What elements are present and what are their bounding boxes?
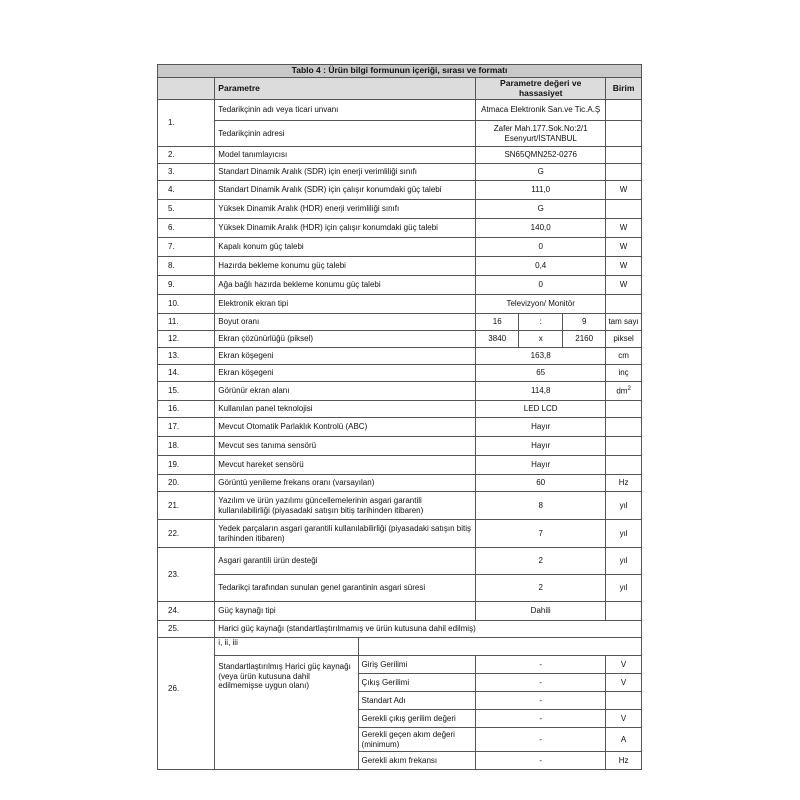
row-label: Standart Dinamik Aralık (SDR) için enerji verimliliği sınıfı <box>215 164 476 181</box>
table-row <box>158 348 642 365</box>
sub-unit: Hz <box>606 752 642 770</box>
sub-value: - <box>476 656 606 674</box>
table-row <box>158 656 642 674</box>
sub-label: Gerekli akım frekansı <box>358 752 476 770</box>
row-number: 16. <box>158 401 215 418</box>
sub-value: - <box>476 752 606 770</box>
table-row <box>158 602 642 621</box>
row-number: 4. <box>158 181 215 200</box>
row-number: 23. <box>158 548 215 602</box>
row-label: Yazılım ve ürün yazılımı güncellemelerinin asgari garantili kullanılabilirliği (piyasadaki satışın bitiş tarihinden itibaren) <box>215 492 476 520</box>
row-unit <box>606 295 642 314</box>
row-label: Yüksek Dinamik Aralık (HDR) enerji verimliliği sınıfı <box>215 200 476 219</box>
row-value: 7 <box>476 520 606 548</box>
sub-value: - <box>476 692 606 710</box>
header-value: Parametre değeri ve hassasiyet <box>476 78 606 100</box>
table-row <box>158 382 642 401</box>
row-value: 111,0 <box>476 181 606 200</box>
row-value: 163,8 <box>476 348 606 365</box>
row-unit: yıl <box>606 492 642 520</box>
row-label: Elektronik ekran tipi <box>215 295 476 314</box>
row-unit <box>606 147 642 164</box>
row-value: 8 <box>476 492 606 520</box>
row-unit <box>606 121 642 147</box>
row-number: 6. <box>158 219 215 238</box>
sub-unit: A <box>606 728 642 752</box>
sub-value: - <box>476 710 606 728</box>
row-label: Görünür ekran alanı <box>215 382 476 401</box>
row-label: Model tanımlayıcısı <box>215 147 476 164</box>
row-unit <box>606 164 642 181</box>
row-value: Hayır <box>476 456 606 475</box>
row-value: G <box>476 164 606 181</box>
sub-unit: V <box>606 656 642 674</box>
row-unit <box>606 382 642 401</box>
row-value: 114,8 <box>476 382 606 401</box>
row-value: Hayır <box>476 418 606 437</box>
sub-label: Gerekli çıkış gerilim değeri <box>358 710 476 728</box>
row-value: Televizyon/ Monitör <box>476 295 606 314</box>
resolution-separator: x <box>519 331 563 348</box>
table-row <box>158 365 642 382</box>
row-unit: inç <box>606 365 642 382</box>
row-number: 14. <box>158 365 215 382</box>
row-value: 0,4 <box>476 257 606 276</box>
sub-unit <box>606 692 642 710</box>
row-label: Ekran köşegeni <box>215 365 476 382</box>
unit-superscript: 2 <box>627 386 631 393</box>
row-value: 140,0 <box>476 219 606 238</box>
row-value: G <box>476 200 606 219</box>
row-value: 65 <box>476 365 606 382</box>
row-number: 21. <box>158 492 215 520</box>
row-unit <box>606 401 642 418</box>
sub-label: Gerekli geçen akım değeri (minimum) <box>358 728 476 752</box>
table-row <box>158 100 642 121</box>
row-label: Hazırda bekleme konumu güç talebi <box>215 257 476 276</box>
row-label: Mevcut hareket sensörü <box>215 456 476 475</box>
table-row <box>158 401 642 418</box>
row-unit <box>606 418 642 437</box>
row-number: 8. <box>158 257 215 276</box>
row-value: Dahili <box>476 602 606 621</box>
row-value: LED LCD <box>476 401 606 418</box>
unit-text: dm <box>616 386 628 396</box>
sub-value: - <box>476 728 606 752</box>
row-label: Tedarikçinin adresi <box>215 121 476 147</box>
row-unit: tam sayı <box>606 314 642 331</box>
row-label: Tedarikçinin adı veya ticari unvanı <box>215 100 476 121</box>
sub-unit: V <box>606 710 642 728</box>
row-label: Kapalı konum güç talebi <box>215 238 476 257</box>
row-label: Kullanılan panel teknolojisi <box>215 401 476 418</box>
row-unit: yıl <box>606 548 642 575</box>
row-label: Ekran çözünürlüğü (piksel) <box>215 331 476 348</box>
table-row <box>158 295 642 314</box>
table-row <box>158 257 642 276</box>
row-number: 15. <box>158 382 215 401</box>
row-unit: piksel <box>606 331 642 348</box>
row-number: 25. <box>158 621 215 638</box>
row-label: Ağa bağlı hazırda bekleme konumu güç talebi <box>215 276 476 295</box>
row-value: 0 <box>476 238 606 257</box>
ratio-width: 16 <box>476 314 519 331</box>
row-value: Hayır <box>476 437 606 456</box>
row-unit <box>606 456 642 475</box>
row-number: 13. <box>158 348 215 365</box>
row-label: Mevcut Otomatik Parlaklık Kontrolü (ABC) <box>215 418 476 437</box>
header-parameter: Parametre <box>215 78 476 100</box>
row-number: 18. <box>158 437 215 456</box>
table-row <box>158 219 642 238</box>
table-row <box>158 520 642 548</box>
header-unit: Birim <box>606 78 642 100</box>
roman-numerals: i, ii, iii <box>215 638 358 656</box>
row-number: 9. <box>158 276 215 295</box>
row-unit <box>606 100 642 121</box>
row-unit <box>606 437 642 456</box>
table-row <box>158 437 642 456</box>
table-row <box>158 418 642 437</box>
row-label: Harici güç kaynağı (standartlaştırılmamış ve ürün kutusuna dahil edilmiş) <box>215 621 642 638</box>
table-row <box>158 238 642 257</box>
resolution-width: 3840 <box>476 331 519 348</box>
row-number: 12. <box>158 331 215 348</box>
blank-cell <box>358 638 641 656</box>
table-row <box>158 621 642 638</box>
table-row <box>158 475 642 492</box>
table-row <box>158 121 642 147</box>
table-row <box>158 200 642 219</box>
row-unit <box>606 200 642 219</box>
row-value: 60 <box>476 475 606 492</box>
row-unit: Hz <box>606 475 642 492</box>
sub-unit: V <box>606 674 642 692</box>
row-number: 2. <box>158 147 215 164</box>
row-label: Güç kaynağı tipi <box>215 602 476 621</box>
table-row <box>158 575 642 602</box>
row-unit: W <box>606 276 642 295</box>
row-value: Atmaca Elektronik San.ve Tic.A.Ş <box>476 100 606 121</box>
row-value: 2 <box>476 548 606 575</box>
row-unit: W <box>606 219 642 238</box>
sub-label: Giriş Gerilimi <box>358 656 476 674</box>
table-row <box>158 456 642 475</box>
sub-label: Çıkış Gerilimi <box>358 674 476 692</box>
row-unit <box>606 602 642 621</box>
row-number: 5. <box>158 200 215 219</box>
row-value: 0 <box>476 276 606 295</box>
row-number: 24. <box>158 602 215 621</box>
row-unit: W <box>606 181 642 200</box>
row-number: 26. <box>158 638 215 770</box>
row-unit: W <box>606 238 642 257</box>
table-row <box>158 548 642 575</box>
row-value: Zafer Mah.177.Sok.No:2/1 Esenyurt/İSTANBUL <box>476 121 606 147</box>
row-label: Standartlaştırılmış Harici güç kaynağı (veya ürün kutusuna dahil edilmemişse uygun olanı) <box>215 656 358 770</box>
row-unit: yıl <box>606 520 642 548</box>
table-row <box>158 181 642 200</box>
row-label: Ekran köşegeni <box>215 348 476 365</box>
row-label: Görüntü yenileme frekans oranı (varsayılan) <box>215 475 476 492</box>
product-info-table <box>157 64 642 770</box>
row-label: Yüksek Dinamik Aralık (HDR) için çalışır konumdaki güç talebi <box>215 219 476 238</box>
row-label: Standart Dinamik Aralık (SDR) için çalışır konumdaki güç talebi <box>215 181 476 200</box>
row-label: Yedek parçaların asgari garantili kullanılabilirliği (piyasadaki satışın bitiş tarihinden itibaren) <box>215 520 476 548</box>
row-number: 19. <box>158 456 215 475</box>
row-number: 7. <box>158 238 215 257</box>
sub-label: Standart Adı <box>358 692 476 710</box>
table-row <box>158 331 642 348</box>
ratio-separator: : <box>519 314 563 331</box>
row-number: 1. <box>158 100 215 147</box>
row-label: Mevcut ses tanıma sensörü <box>215 437 476 456</box>
row-unit: W <box>606 257 642 276</box>
table-row <box>158 314 642 331</box>
row-label: Tedarikçi tarafından sunulan genel garantinin asgari süresi <box>215 575 476 602</box>
row-label: Asgari garantili ürün desteği <box>215 548 476 575</box>
row-number: 11. <box>158 314 215 331</box>
header-number <box>158 78 215 100</box>
row-number: 10. <box>158 295 215 314</box>
table-row <box>158 164 642 181</box>
row-unit: cm <box>606 348 642 365</box>
table-row <box>158 147 642 164</box>
table-row <box>158 638 642 656</box>
row-number: 22. <box>158 520 215 548</box>
row-value: SN65QMN252-0276 <box>476 147 606 164</box>
row-label: Boyut oranı <box>215 314 476 331</box>
resolution-height: 2160 <box>563 331 606 348</box>
sub-value: - <box>476 674 606 692</box>
row-number: 20. <box>158 475 215 492</box>
row-value: 2 <box>476 575 606 602</box>
row-number: 3. <box>158 164 215 181</box>
table-row <box>158 492 642 520</box>
row-number: 17. <box>158 418 215 437</box>
table-row <box>158 276 642 295</box>
ratio-height: 9 <box>563 314 606 331</box>
table-title: Tablo 4 : Ürün bilgi formunun içeriği, sırası ve formatı <box>158 65 642 78</box>
row-unit: yıl <box>606 575 642 602</box>
